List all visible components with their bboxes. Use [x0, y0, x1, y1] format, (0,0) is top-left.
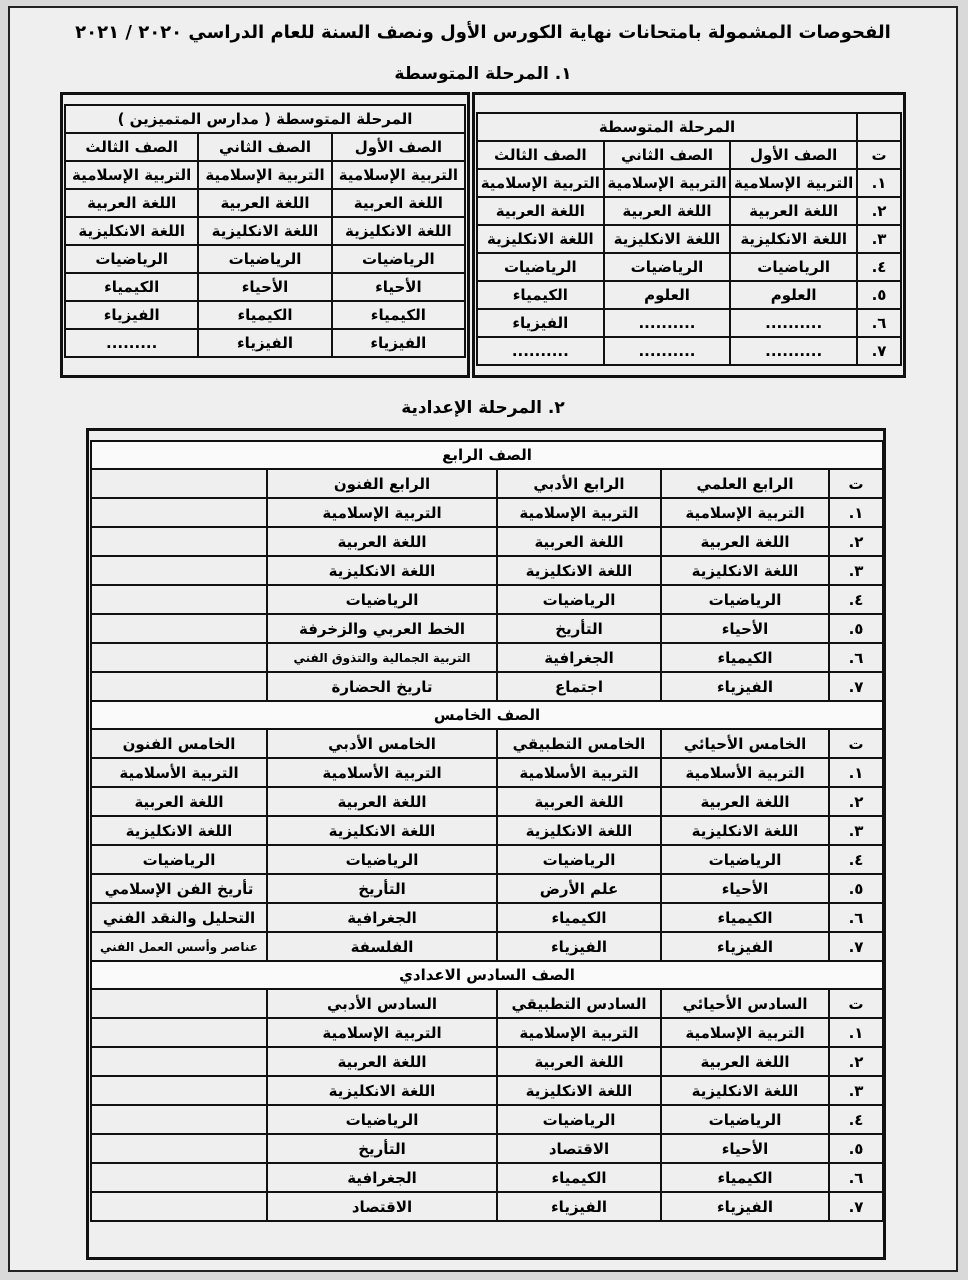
subject-cell: الأحياء: [661, 614, 829, 643]
row-number: ١.: [829, 1018, 883, 1047]
subject-cell: ..........: [477, 337, 604, 365]
branch-header: السادس التطبيقي: [497, 989, 661, 1018]
middle-stage-table: [476, 112, 902, 366]
row-number: ٣.: [857, 225, 901, 253]
blank-cell: [91, 1076, 267, 1105]
subject-cell: الكيمياء: [477, 281, 604, 309]
grade-heading: الصف السادس الاعدادي: [91, 961, 883, 989]
subject-cell: التربية الإسلامية: [497, 1018, 661, 1047]
table-row: [65, 217, 465, 245]
subject-cell: الكيمياء: [65, 273, 198, 301]
subject-cell: العلوم: [730, 281, 857, 309]
blank-cell: [91, 1134, 267, 1163]
subject-cell: التربية الإسلامية: [604, 169, 731, 197]
table-row: [477, 337, 901, 365]
subject-cell: الفيزياء: [332, 329, 465, 357]
branch-header: الرابع الفنون: [267, 469, 497, 498]
subject-cell: الخط العربي والزخرفة: [267, 614, 497, 643]
number-header: ت: [829, 729, 883, 758]
table-row: [91, 672, 883, 701]
table-row: [477, 197, 901, 225]
table-row: [91, 1192, 883, 1221]
row-number: ٦.: [857, 309, 901, 337]
table-row: [91, 758, 883, 787]
subject-cell: اللغة العربية: [91, 787, 267, 816]
blank-cell: [91, 498, 267, 527]
branch-header-row: [91, 469, 883, 498]
blank-cell: [91, 527, 267, 556]
subject-cell: اللغة العربية: [604, 197, 731, 225]
subject-cell: التربية الأسلامية: [497, 758, 661, 787]
branch-header: السادس الأدبي: [267, 989, 497, 1018]
subject-cell: اللغة العربية: [267, 1047, 497, 1076]
subject-cell: الكيمياء: [661, 903, 829, 932]
table-row: [91, 903, 883, 932]
branch-header: الرابع الأدبي: [497, 469, 661, 498]
blank-cell: [91, 1047, 267, 1076]
subject-cell: التربية الإسلامية: [497, 498, 661, 527]
grade-band: [91, 701, 883, 729]
subject-cell: اللغة العربية: [198, 189, 331, 217]
table-row: [477, 253, 901, 281]
table-row: [65, 329, 465, 357]
blank-cell: [91, 469, 267, 498]
subject-cell: التربية الأسلامية: [267, 758, 497, 787]
row-number: ٥.: [857, 281, 901, 309]
subject-cell: ..........: [730, 337, 857, 365]
subject-cell: اللغة الانكليزية: [267, 816, 497, 845]
subject-cell: الأحياء: [332, 273, 465, 301]
table-row: [91, 556, 883, 585]
table-row: [65, 161, 465, 189]
subject-cell: الفيزياء: [497, 1192, 661, 1221]
row-number: ٦.: [829, 903, 883, 932]
number-header: ت: [829, 469, 883, 498]
subject-cell: اللغة العربية: [661, 787, 829, 816]
subject-cell: الكيمياء: [332, 301, 465, 329]
subject-cell: اللغة العربية: [730, 197, 857, 225]
row-number: ٥.: [829, 874, 883, 903]
subject-cell: الفيزياء: [661, 1192, 829, 1221]
subject-cell: الجغرافية: [267, 1163, 497, 1192]
subject-cell: اللغة العربية: [332, 189, 465, 217]
row-number: ١.: [829, 758, 883, 787]
branch-header: الخامس الأحيائي: [661, 729, 829, 758]
blank-cell: [91, 989, 267, 1018]
row-number: ١.: [829, 498, 883, 527]
subject-cell: التربية الإسلامية: [267, 1018, 497, 1047]
table-row: [91, 787, 883, 816]
subject-cell: اللغة الانكليزية: [604, 225, 731, 253]
row-number: ٧.: [857, 337, 901, 365]
subject-cell: الفيزياء: [661, 672, 829, 701]
blank-cell: [91, 1192, 267, 1221]
table-row: [91, 585, 883, 614]
subject-cell: ..........: [604, 337, 731, 365]
subject-cell: الرياضيات: [497, 1105, 661, 1134]
subject-cell: الكيمياء: [497, 1163, 661, 1192]
subject-cell: الاقتصاد: [497, 1134, 661, 1163]
subject-cell: اللغة الانكليزية: [477, 225, 604, 253]
blank-cell: [91, 556, 267, 585]
grade-heading: الصف الخامس: [91, 701, 883, 729]
table-row: [91, 874, 883, 903]
subject-cell: الرياضيات: [65, 245, 198, 273]
row-number: ٣.: [829, 556, 883, 585]
subject-cell: التربية الأسلامية: [661, 758, 829, 787]
number-header: ت: [829, 989, 883, 1018]
subject-cell: الكيمياء: [661, 643, 829, 672]
grade-band: [91, 441, 883, 469]
table-row: [91, 1134, 883, 1163]
grade-heading: الصف الرابع: [91, 441, 883, 469]
blank-cell: [91, 614, 267, 643]
subject-cell: علم الأرض: [497, 874, 661, 903]
distinguished-schools-table: [64, 104, 466, 358]
table-row: [91, 1018, 883, 1047]
subject-cell: التأريخ: [497, 614, 661, 643]
table-row: [477, 225, 901, 253]
grade-header: الصف الثاني: [604, 141, 731, 169]
subject-cell: التربية الجمالية والتذوق الفني: [267, 643, 497, 672]
table-row: [91, 845, 883, 874]
subject-cell: الرياضيات: [267, 585, 497, 614]
branch-header-row: [91, 989, 883, 1018]
table-row: [65, 301, 465, 329]
subject-cell: الرياضيات: [497, 845, 661, 874]
subject-cell: التأريخ: [267, 1134, 497, 1163]
branch-header: الخامس التطبيقي: [497, 729, 661, 758]
subject-cell: الفيزياء: [477, 309, 604, 337]
middle-heading: المرحلة المتوسطة: [477, 113, 857, 141]
subject-cell: التربية الإسلامية: [267, 498, 497, 527]
branch-header-row: [91, 729, 883, 758]
subject-cell: الفيزياء: [198, 329, 331, 357]
grade-header: الصف الثالث: [477, 141, 604, 169]
subject-cell: التربية الإسلامية: [661, 1018, 829, 1047]
section-heading-prep: ٢. المرحلة الإعدادية: [401, 398, 565, 418]
subject-cell: الرياضيات: [477, 253, 604, 281]
row-number: ٣.: [829, 1076, 883, 1105]
subject-cell: الأحياء: [661, 874, 829, 903]
branch-header: الخامس الفنون: [91, 729, 267, 758]
subject-cell: اللغة العربية: [497, 527, 661, 556]
row-number: ٢.: [829, 787, 883, 816]
table-row: [477, 169, 901, 197]
subject-cell: التربية الإسلامية: [730, 169, 857, 197]
table-row: [91, 1105, 883, 1134]
row-number: ٤.: [829, 585, 883, 614]
subject-cell: .........: [65, 329, 198, 357]
subject-cell: اللغة الانكليزية: [332, 217, 465, 245]
subject-cell: التربية الأسلامية: [91, 758, 267, 787]
subject-cell: الكيمياء: [198, 301, 331, 329]
row-number: ٢.: [829, 1047, 883, 1076]
distinguished-heading: المرحلة المتوسطة ( مدارس المتميزين ): [65, 105, 465, 133]
blank-cell: [91, 1163, 267, 1192]
subject-cell: اللغة الانكليزية: [267, 1076, 497, 1105]
subject-cell: ..........: [730, 309, 857, 337]
branch-header: السادس الأحيائي: [661, 989, 829, 1018]
subject-cell: التأريخ: [267, 874, 497, 903]
subject-cell: اللغة الانكليزية: [65, 217, 198, 245]
number-header: ت: [857, 141, 901, 169]
subject-cell: الجغرافية: [497, 643, 661, 672]
row-number: ٣.: [829, 816, 883, 845]
subject-cell: اللغة الانكليزية: [497, 816, 661, 845]
subject-cell: اللغة الانكليزية: [661, 556, 829, 585]
subject-cell: التربية الإسلامية: [661, 498, 829, 527]
row-number: ٧.: [829, 932, 883, 961]
table-row: [65, 245, 465, 273]
subject-cell: الفيزياء: [661, 932, 829, 961]
subject-cell: اللغة العربية: [661, 527, 829, 556]
document-page: [8, 6, 958, 1272]
blank-cell: [91, 1018, 267, 1047]
subject-cell: اللغة الانكليزية: [198, 217, 331, 245]
subject-cell: الرياضيات: [497, 585, 661, 614]
subject-cell: ..........: [604, 309, 731, 337]
subject-cell: اللغة العربية: [477, 197, 604, 225]
row-number: ٤.: [829, 845, 883, 874]
row-number: ٤.: [857, 253, 901, 281]
row-number: ١.: [857, 169, 901, 197]
subject-cell: الكيمياء: [497, 903, 661, 932]
subject-cell: التربية الإسلامية: [198, 161, 331, 189]
table-row: [91, 1076, 883, 1105]
grade-header: الصف الثالث: [65, 133, 198, 161]
subject-cell: تاريخ الحضارة: [267, 672, 497, 701]
subject-cell: العلوم: [604, 281, 731, 309]
subject-cell: الفلسفة: [267, 932, 497, 961]
table-row: [91, 1047, 883, 1076]
subject-cell: اللغة العربية: [497, 1047, 661, 1076]
subject-cell: الاقتصاد: [267, 1192, 497, 1221]
branch-header: الرابع العلمي: [661, 469, 829, 498]
grade-band: [91, 961, 883, 989]
subject-cell: الكيمياء: [661, 1163, 829, 1192]
subject-cell: الرياضيات: [604, 253, 731, 281]
subject-cell: اللغة الانكليزية: [497, 556, 661, 585]
subject-cell: التربية الإسلامية: [477, 169, 604, 197]
subject-cell: اللغة الانكليزية: [497, 1076, 661, 1105]
branch-header: الخامس الأدبي: [267, 729, 497, 758]
table-row: [91, 614, 883, 643]
row-number: ٧.: [829, 1192, 883, 1221]
subject-cell: الجغرافية: [267, 903, 497, 932]
subject-cell: الرياضيات: [332, 245, 465, 273]
subject-cell: الرياضيات: [661, 845, 829, 874]
row-number: ٦.: [829, 643, 883, 672]
blank-header-cell: [857, 113, 901, 141]
subject-cell: اللغة العربية: [267, 787, 497, 816]
subject-cell: تأريخ الفن الإسلامي: [91, 874, 267, 903]
subject-cell: الرياضيات: [661, 585, 829, 614]
table-row: [91, 498, 883, 527]
subject-cell: الرياضيات: [661, 1105, 829, 1134]
subject-cell: اللغة العربية: [497, 787, 661, 816]
subject-cell: التحليل والنقد الفني: [91, 903, 267, 932]
subject-cell: الرياضيات: [91, 845, 267, 874]
row-number: ٥.: [829, 614, 883, 643]
subject-cell: اللغة الانكليزية: [91, 816, 267, 845]
blank-cell: [91, 643, 267, 672]
subject-cell: اللغة الانكليزية: [661, 1076, 829, 1105]
subject-cell: الرياضيات: [730, 253, 857, 281]
table-row: [91, 527, 883, 556]
subject-cell: الفيزياء: [497, 932, 661, 961]
subject-cell: عناصر وأسس العمل الفني: [91, 932, 267, 961]
subject-cell: الرياضيات: [267, 1105, 497, 1134]
subject-cell: اللغة العربية: [267, 527, 497, 556]
row-number: ٢.: [857, 197, 901, 225]
subject-cell: اللغة الانكليزية: [730, 225, 857, 253]
table-row: [91, 816, 883, 845]
row-number: ٤.: [829, 1105, 883, 1134]
page-title: الفحوصات المشمولة بامتحانات نهاية الكورس الأول ونصف السنة للعام الدراسي ٢٠٢٠ / ٢٠٢١: [75, 22, 891, 43]
grade-header: الصف الأول: [332, 133, 465, 161]
blank-cell: [91, 1105, 267, 1134]
table-row: [65, 273, 465, 301]
subject-cell: الأحياء: [661, 1134, 829, 1163]
table-row: [477, 309, 901, 337]
subject-cell: التربية الإسلامية: [332, 161, 465, 189]
row-number: ٧.: [829, 672, 883, 701]
table-row: [91, 643, 883, 672]
subject-cell: الرياضيات: [198, 245, 331, 273]
table-row: [91, 932, 883, 961]
subject-cell: اللغة العربية: [65, 189, 198, 217]
subject-cell: الأحياء: [198, 273, 331, 301]
subject-cell: اللغة الانكليزية: [267, 556, 497, 585]
subject-cell: الرياضيات: [267, 845, 497, 874]
section-heading-middle: ١. المرحلة المتوسطة: [394, 64, 572, 84]
table-row: [91, 1163, 883, 1192]
grade-header: الصف الثاني: [198, 133, 331, 161]
subject-cell: اللغة العربية: [661, 1047, 829, 1076]
subject-cell: الفيزياء: [65, 301, 198, 329]
blank-cell: [91, 585, 267, 614]
subject-cell: التربية الإسلامية: [65, 161, 198, 189]
blank-cell: [91, 672, 267, 701]
prep-stage-table: [90, 440, 884, 1222]
grade-header: الصف الأول: [730, 141, 857, 169]
row-number: ٢.: [829, 527, 883, 556]
subject-cell: اللغة الانكليزية: [661, 816, 829, 845]
table-row: [477, 281, 901, 309]
table-row: [65, 189, 465, 217]
subject-cell: اجتماع: [497, 672, 661, 701]
row-number: ٥.: [829, 1134, 883, 1163]
row-number: ٦.: [829, 1163, 883, 1192]
